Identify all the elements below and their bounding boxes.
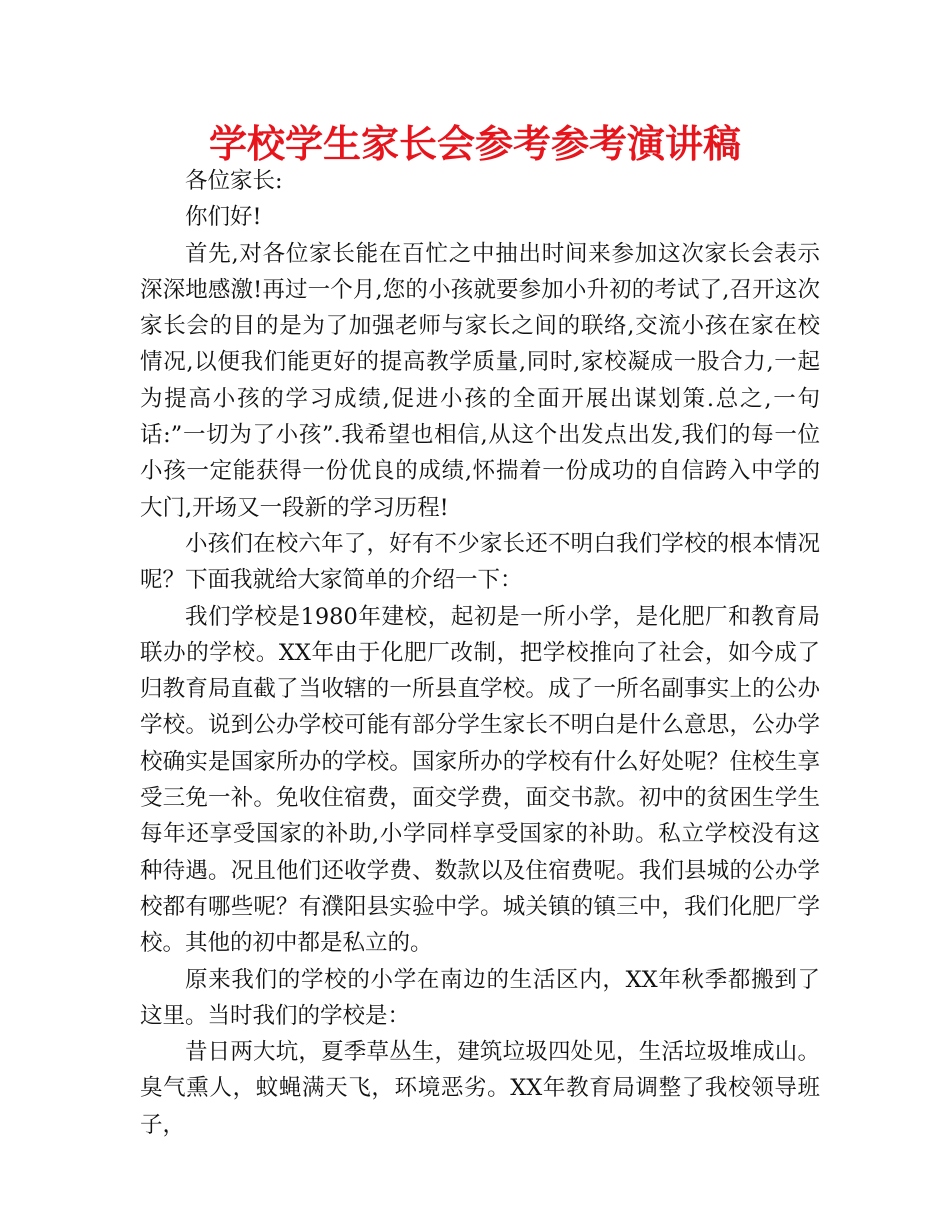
salutation: 各位家长: xyxy=(185,168,283,194)
paragraph-past-environment: 昔日两大坑，夏季草丛生，建筑垃圾四处见，生活垃圾堆成山。臭气熏人，蚊蝇满天飞，环境恶劣。XX年教育局调整了我校领导班子， xyxy=(140,1039,820,1138)
greeting: 你们好! xyxy=(185,204,262,231)
paragraph-intro: 首先,对各位家长能在百忙之中抽出时间来参加这次家长会表示深深地感激!再过一个月,您的小孩就要参加小升初的考试了,召开这次家长会的目的是为了加强老师与家长之间的联络,交流小孩在家在校情况,以便我们能更好的提高教学质量,同时,家校凝成一股合力,一起为提高小孩的学习成绩,促进小孩的全面开展出谋划策.总之,一句话:”一切为了小孩”.我希望也相信,从这个出发点出发,我们的每一位小孩一定能获得一份优良的成绩,怀揣着一份成功的自信跨入中学的大门,开场又一段新的学习历程! xyxy=(140,240,820,521)
paragraph-transition: 小孩们在校六年了，好有不少家长还不明白我们学校的根本情况呢？下面我就给大家简单的介绍一下： xyxy=(140,530,820,594)
document-title: 学校学生家长会参考参考演讲稿 xyxy=(208,121,741,166)
paragraph-school-history: 我们学校是1980年建校，起初是一所小学，是化肥厂和教育局联办的学校。XX年由于化肥厂改制，把学校推向了社会，如今成了归教育局直截了当收辖的一所县直学校。成了一所名副事实上的公办学校。说到公办学校可能有部分学生家长不明白是什么意思，公办学校确实是国家所办的学校。国家所办的学校有什么好处呢？住校生享受三免一补。免收住宿费，面交学费，面交书款。初中的贫困生学生每年还享受国家的补助,小学同样享受国家的补助。私立学校没有这种待遇。况且他们还收学费、数款以及住宿费呢。我们县城的公办学校都有哪些呢？有濮阳县实验中学。城关镇的镇三中，我们化肥厂学校。其他的初中都是私立的。 xyxy=(140,603,820,957)
document-body xyxy=(140,163,820,1143)
paragraph-relocation: 原来我们的学校的小学在南边的生活区内，XX年秋季都搬到了这里。当时我们的学校是： xyxy=(140,966,820,1029)
